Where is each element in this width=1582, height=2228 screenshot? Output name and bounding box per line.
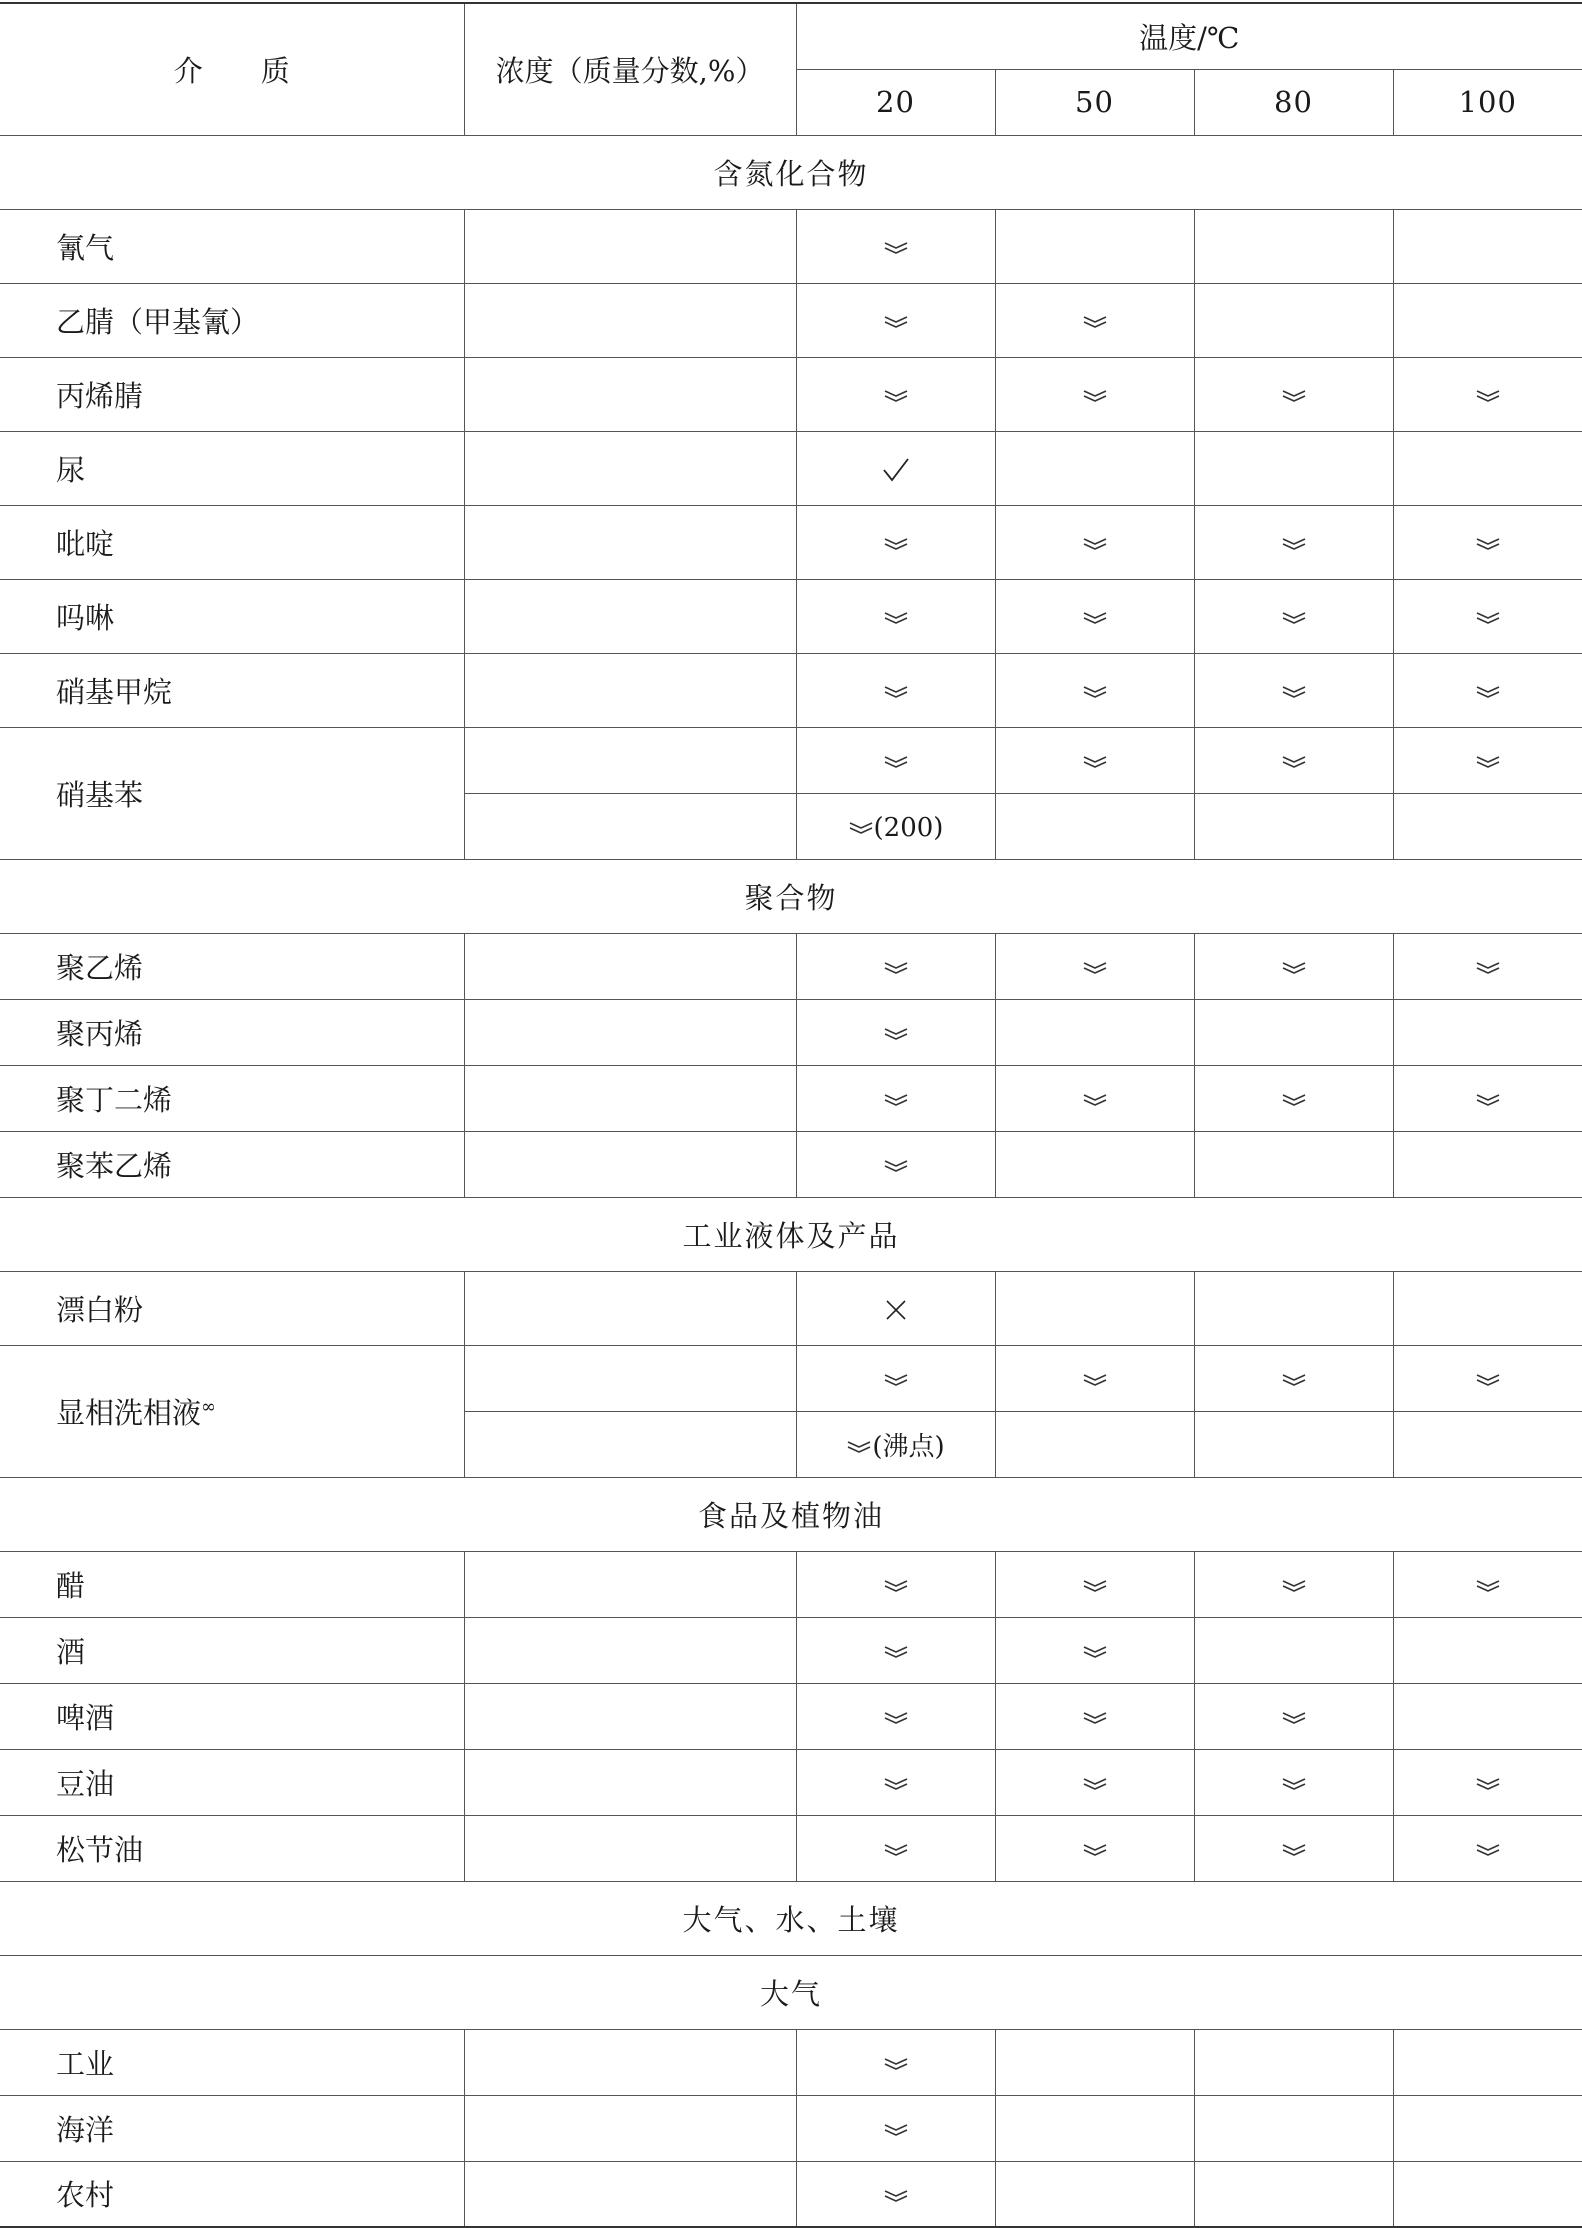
medium-name: 硝基苯 [56, 777, 144, 812]
medium-name: 豆油 [0, 1749, 464, 1815]
resistance-cell [796, 579, 995, 653]
resistance-cell [995, 1411, 1194, 1477]
medium-name: 啤酒 [0, 1683, 464, 1749]
resistance-cell [796, 653, 995, 727]
double-chevron-icon [883, 1092, 909, 1108]
resistance-cell [995, 793, 1194, 859]
temperature-20: 20 [796, 69, 995, 135]
table-row [0, 357, 1582, 431]
resistance-cell [1393, 1271, 1582, 1345]
double-chevron-icon [1082, 754, 1108, 770]
resistance-cell [995, 431, 1194, 505]
resistance-cell [995, 727, 1194, 793]
table-row [0, 999, 1582, 1065]
double-chevron-icon [1281, 1776, 1307, 1792]
table-row [0, 209, 1582, 283]
concentration-cell [464, 1551, 796, 1617]
concentration-cell [464, 2161, 796, 2227]
concentration-cell [464, 1411, 796, 1477]
concentration-header: 浓度（质量分数,%） [464, 3, 796, 135]
resistance-cell [796, 2095, 995, 2161]
resistance-cell [995, 2029, 1194, 2095]
resistance-cell [796, 1065, 995, 1131]
double-chevron-icon [1082, 1842, 1108, 1858]
double-chevron-icon [1082, 314, 1108, 330]
concentration-cell [464, 431, 796, 505]
double-chevron-icon [1475, 1372, 1501, 1388]
double-chevron-icon [1475, 536, 1501, 552]
resistance-cell [1393, 653, 1582, 727]
medium-name: 聚乙烯 [0, 933, 464, 999]
double-chevron-icon [883, 1842, 909, 1858]
double-chevron-icon [883, 1026, 909, 1042]
double-chevron-icon [1475, 754, 1501, 770]
double-chevron-icon [883, 960, 909, 976]
medium-name: 聚丙烯 [0, 999, 464, 1065]
double-chevron-icon [1082, 960, 1108, 976]
medium-cell [0, 727, 464, 859]
resistance-cell [1194, 1131, 1393, 1197]
double-chevron-icon [1082, 1776, 1108, 1792]
table-body [0, 135, 1582, 2227]
medium-name: 吗啉 [0, 579, 464, 653]
section-title: 工业液体及产品 [0, 1197, 1582, 1271]
resistance-cell [1194, 2161, 1393, 2227]
resistance-cell [1194, 1345, 1393, 1411]
double-chevron-icon [848, 820, 874, 836]
medium-name: 硝基甲烷 [0, 653, 464, 727]
section-row [0, 1955, 1582, 2029]
header-row-top [0, 3, 1582, 69]
concentration-cell [464, 283, 796, 357]
resistance-cell [796, 727, 995, 793]
resistance-cell [995, 1345, 1194, 1411]
resistance-cell [1194, 431, 1393, 505]
medium-name: 聚苯乙烯 [0, 1131, 464, 1197]
medium-name: 丙烯腈 [0, 357, 464, 431]
resistance-cell [995, 357, 1194, 431]
resistance-cell [995, 1815, 1194, 1881]
section-row [0, 1197, 1582, 1271]
double-chevron-icon [883, 388, 909, 404]
resistance-cell [1194, 357, 1393, 431]
double-chevron-icon [883, 2122, 909, 2138]
resistance-cell [796, 1683, 995, 1749]
resistance-cell [796, 1345, 995, 1411]
medium-name: 尿 [0, 431, 464, 505]
medium-name: 醋 [0, 1551, 464, 1617]
double-chevron-icon [1281, 1842, 1307, 1858]
double-chevron-icon [883, 1158, 909, 1174]
resistance-cell [995, 283, 1194, 357]
double-chevron-icon [1281, 536, 1307, 552]
section-row [0, 1881, 1582, 1955]
resistance-cell [1194, 999, 1393, 1065]
resistance-cell [796, 1617, 995, 1683]
resistance-cell [1194, 933, 1393, 999]
resistance-cell [1393, 431, 1582, 505]
corrosion-resistance-table [0, 2, 1582, 2228]
resistance-cell [796, 2029, 995, 2095]
resistance-cell [995, 933, 1194, 999]
section-row [0, 859, 1582, 933]
resistance-cell [1393, 1749, 1582, 1815]
resistance-cell [1393, 1815, 1582, 1881]
resistance-cell [995, 1551, 1194, 1617]
double-chevron-icon [883, 536, 909, 552]
concentration-cell [464, 793, 796, 859]
resistance-cell [1393, 1345, 1582, 1411]
resistance-cell [1194, 2095, 1393, 2161]
double-chevron-icon [883, 1372, 909, 1388]
concentration-cell [464, 1683, 796, 1749]
resistance-cell [1194, 209, 1393, 283]
double-chevron-icon [883, 754, 909, 770]
table-row [0, 2029, 1582, 2095]
medium-name: 海洋 [0, 2095, 464, 2161]
resistance-cell [796, 431, 995, 505]
table-row [0, 933, 1582, 999]
table-row [0, 1345, 1582, 1411]
resistance-cell [1393, 209, 1582, 283]
section-title: 聚合物 [0, 859, 1582, 933]
double-chevron-icon [1281, 960, 1307, 976]
medium-name: 农村 [0, 2161, 464, 2227]
double-chevron-icon [1281, 1578, 1307, 1594]
double-chevron-icon [1281, 754, 1307, 770]
resistance-cell [995, 653, 1194, 727]
table-row [0, 1065, 1582, 1131]
double-chevron-icon [1475, 1092, 1501, 1108]
table-row [0, 505, 1582, 579]
resistance-cell [995, 1271, 1194, 1345]
resistance-cell [1194, 653, 1393, 727]
double-chevron-icon [883, 1710, 909, 1726]
resistance-cell [995, 1617, 1194, 1683]
concentration-cell [464, 999, 796, 1065]
medium-name: 酒 [0, 1617, 464, 1683]
table-row [0, 1271, 1582, 1345]
resistance-cell [995, 209, 1194, 283]
table-row [0, 727, 1582, 793]
resistance-cell [1393, 1617, 1582, 1683]
section-title: 大气 [0, 1955, 1582, 2029]
table-row [0, 283, 1582, 357]
resistance-cell [1393, 1683, 1582, 1749]
double-chevron-icon [1475, 1776, 1501, 1792]
double-chevron-icon [1475, 684, 1501, 700]
concentration-cell [464, 357, 796, 431]
table-row [0, 1551, 1582, 1617]
section-row [0, 1477, 1582, 1551]
resistance-cell [995, 2095, 1194, 2161]
resistance-cell [796, 1131, 995, 1197]
medium-name: 工业 [0, 2029, 464, 2095]
medium-name: 松节油 [0, 1815, 464, 1881]
concentration-cell [464, 579, 796, 653]
resistance-cell [1393, 283, 1582, 357]
concentration-cell [464, 1815, 796, 1881]
double-chevron-icon [1082, 1092, 1108, 1108]
resistance-cell [1393, 727, 1582, 793]
resistance-cell [1393, 1411, 1582, 1477]
double-chevron-icon [1475, 610, 1501, 626]
concentration-cell [464, 1271, 796, 1345]
resistance-cell [796, 1551, 995, 1617]
resistance-cell [796, 357, 995, 431]
concentration-cell [464, 1617, 796, 1683]
table-row [0, 2161, 1582, 2227]
resistance-cell [1393, 1551, 1582, 1617]
concentration-cell [464, 1065, 796, 1131]
concentration-cell [464, 653, 796, 727]
medium-name: 聚丁二烯 [0, 1065, 464, 1131]
temperature-50: 50 [995, 69, 1194, 135]
resistance-cell [1194, 1683, 1393, 1749]
double-chevron-icon [1281, 1710, 1307, 1726]
double-chevron-icon [883, 2188, 909, 2204]
double-chevron-icon [883, 1644, 909, 1660]
medium-name: 显相洗相液 [56, 1395, 202, 1430]
resistance-cell [1194, 1815, 1393, 1881]
double-chevron-icon [1082, 1710, 1108, 1726]
double-chevron-icon [883, 610, 909, 626]
double-chevron-icon [883, 2056, 909, 2072]
resistance-cell [1393, 2161, 1582, 2227]
medium-name: 乙腈（甲基氰） [0, 283, 464, 357]
double-chevron-icon [1082, 1578, 1108, 1594]
resistance-cell [995, 1131, 1194, 1197]
double-chevron-icon [1475, 388, 1501, 404]
double-chevron-icon [1281, 1372, 1307, 1388]
medium-superscript: ∞ [201, 1395, 217, 1417]
resistance-cell [995, 999, 1194, 1065]
resistance-cell [995, 1065, 1194, 1131]
double-chevron-icon [883, 684, 909, 700]
resistance-cell [995, 1683, 1194, 1749]
concentration-cell [464, 933, 796, 999]
double-chevron-icon [1281, 388, 1307, 404]
check-icon [881, 456, 911, 484]
medium-name: 氰气 [0, 209, 464, 283]
medium-name: 漂白粉 [0, 1271, 464, 1345]
resistance-cell [1393, 2029, 1582, 2095]
medium-header: 介 质 [0, 3, 464, 135]
resistance-cell [1194, 283, 1393, 357]
double-chevron-icon [1082, 1372, 1108, 1388]
resistance-cell [1194, 1271, 1393, 1345]
table-row [0, 579, 1582, 653]
double-chevron-icon [1475, 960, 1501, 976]
resistance-cell [995, 1749, 1194, 1815]
resistance-cell [1194, 1749, 1393, 1815]
concentration-cell [464, 727, 796, 793]
resistance-cell [1393, 999, 1582, 1065]
resistance-cell [995, 579, 1194, 653]
double-chevron-icon [1475, 1842, 1501, 1858]
resistance-cell [1393, 793, 1582, 859]
temperature-80: 80 [1194, 69, 1393, 135]
table-row [0, 653, 1582, 727]
medium-name: 吡啶 [0, 505, 464, 579]
resistance-cell [995, 2161, 1194, 2227]
resistance-cell [1194, 579, 1393, 653]
double-chevron-icon [1082, 1644, 1108, 1660]
resistance-cell [995, 505, 1194, 579]
resistance-cell [1393, 1065, 1582, 1131]
concentration-cell [464, 1131, 796, 1197]
medium-cell [0, 1345, 464, 1477]
resistance-cell [796, 1749, 995, 1815]
double-chevron-icon [1082, 388, 1108, 404]
concentration-cell [464, 2095, 796, 2161]
resistance-cell [1194, 793, 1393, 859]
double-chevron-icon [1082, 536, 1108, 552]
resistance-cell [1393, 505, 1582, 579]
temperature-header: 温度/℃ [796, 3, 1582, 69]
table-row [0, 1131, 1582, 1197]
double-chevron-icon [1475, 1578, 1501, 1594]
resistance-cell [796, 209, 995, 283]
double-chevron-icon [1281, 684, 1307, 700]
resistance-cell [796, 1271, 995, 1345]
resistance-cell [796, 2161, 995, 2227]
double-chevron-icon [846, 1439, 872, 1455]
double-chevron-icon [883, 240, 909, 256]
table-row [0, 1683, 1582, 1749]
condition-note: (200) [873, 813, 944, 843]
concentration-cell [464, 209, 796, 283]
resistance-cell [796, 1815, 995, 1881]
table-row [0, 431, 1582, 505]
table-row [0, 1617, 1582, 1683]
double-chevron-icon [883, 1776, 909, 1792]
resistance-cell [1194, 1617, 1393, 1683]
resistance-cell [1194, 727, 1393, 793]
condition-note: (沸点) [872, 1431, 945, 1462]
concentration-cell [464, 505, 796, 579]
concentration-cell [464, 2029, 796, 2095]
resistance-cell [1393, 579, 1582, 653]
resistance-cell [1393, 933, 1582, 999]
double-chevron-icon [883, 314, 909, 330]
resistance-cell [796, 505, 995, 579]
resistance-cell [796, 1411, 995, 1477]
temperature-100: 100 [1393, 69, 1582, 135]
section-title: 食品及植物油 [0, 1477, 1582, 1551]
section-row [0, 135, 1582, 209]
resistance-cell [1393, 1131, 1582, 1197]
double-chevron-icon [1082, 684, 1108, 700]
table-row [0, 1749, 1582, 1815]
cross-icon [883, 1297, 909, 1323]
resistance-cell [1194, 1411, 1393, 1477]
resistance-cell [1393, 2095, 1582, 2161]
table-row [0, 2095, 1582, 2161]
resistance-cell [1194, 1551, 1393, 1617]
section-title: 大气、水、土壤 [0, 1881, 1582, 1955]
resistance-cell [796, 793, 995, 859]
resistance-cell [1194, 1065, 1393, 1131]
double-chevron-icon [883, 1578, 909, 1594]
resistance-cell [796, 283, 995, 357]
resistance-cell [796, 933, 995, 999]
resistance-cell [1194, 2029, 1393, 2095]
double-chevron-icon [1281, 1092, 1307, 1108]
table-row [0, 1815, 1582, 1881]
concentration-cell [464, 1749, 796, 1815]
double-chevron-icon [1281, 610, 1307, 626]
concentration-cell [464, 1345, 796, 1411]
section-title: 含氮化合物 [0, 135, 1582, 209]
resistance-cell [1393, 357, 1582, 431]
resistance-cell [1194, 505, 1393, 579]
resistance-cell [796, 999, 995, 1065]
double-chevron-icon [1082, 610, 1108, 626]
